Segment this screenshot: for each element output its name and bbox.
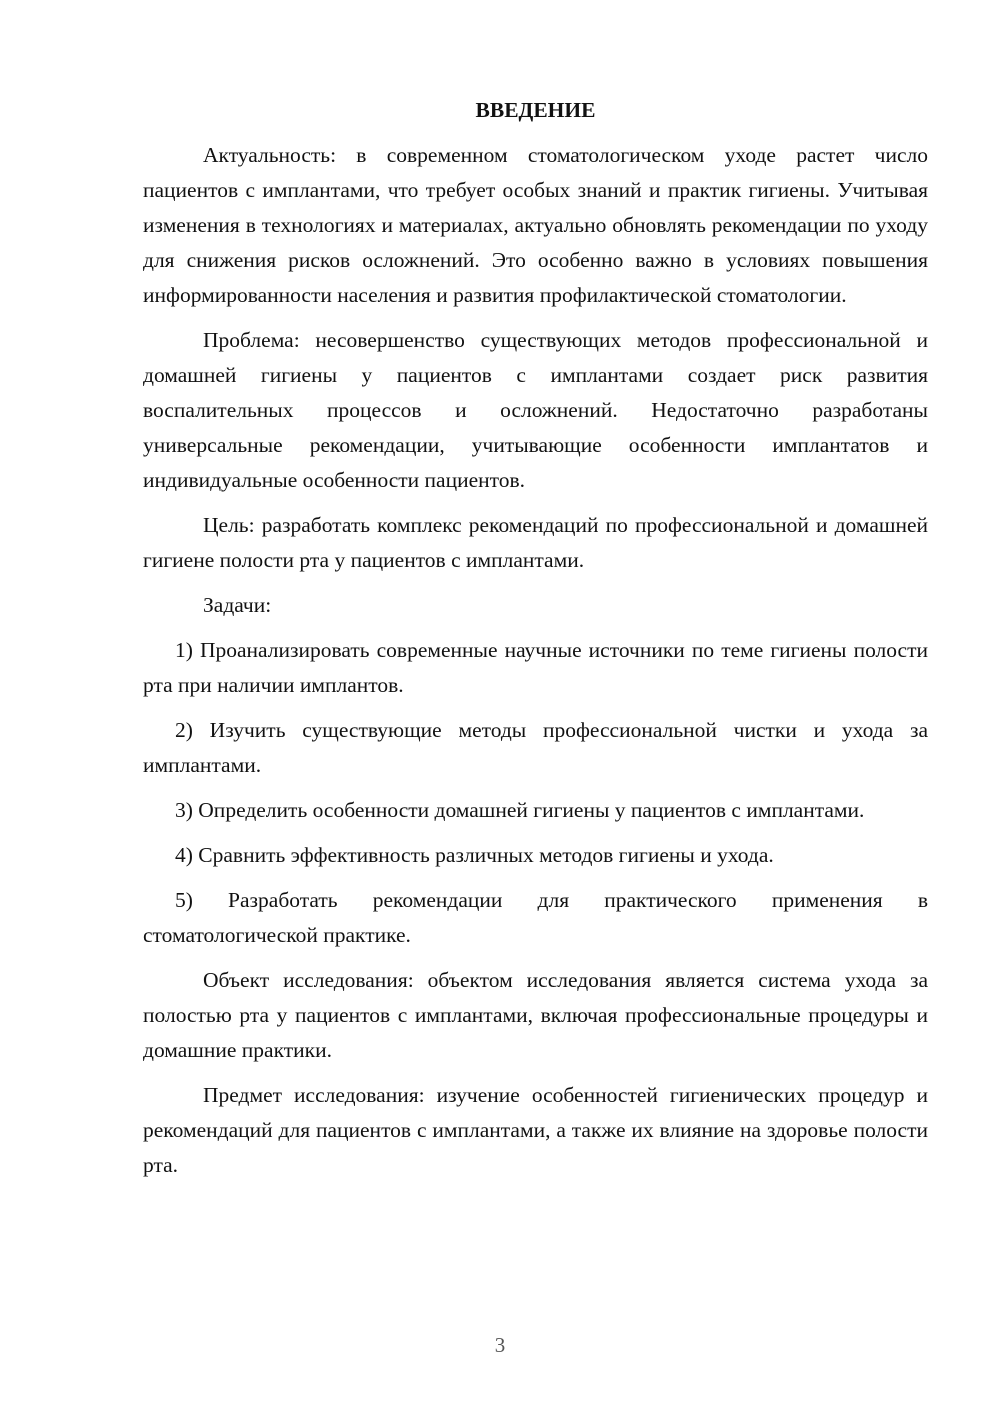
task-item-3: 3) Определить особенности домашней гигиены у пациентов с имплантами. xyxy=(175,798,865,822)
task-item-4: 4) Сравнить эффективность различных методов гигиены и ухода. xyxy=(175,843,774,867)
page-number: 3 xyxy=(494,1333,506,1357)
goal-paragraph: Цель: разработать комплекс рекомендаций по профессиональной и домашней гигиене полости рта у пациентов с имплантами. xyxy=(143,513,928,572)
document-page xyxy=(143,94,928,1183)
tasks-heading: Задачи: xyxy=(203,593,272,617)
object-paragraph: Объект исследования: объектом исследования является система ухода за полостью рта у пациентов с имплантами, включая профессиональные процедуры и домашние практики. xyxy=(143,968,928,1062)
problem-paragraph: Проблема: несовершенство существующих методов профессиональной и домашней гигиены у пациентов с имплантами создает риск развития воспалительных процессов и осложнений. Недостаточно разработаны универсальные рекомендации, учитывающие особенности имплантатов и индивидуальные особенности пациентов. xyxy=(143,328,928,492)
task-item-2: 2) Изучить существующие методы профессиональной чистки и ухода за имплантами. xyxy=(143,718,928,777)
relevance-paragraph: Актуальность: в современном стоматологическом уходе растет число пациентов с имплантами, что требует особых знаний и практик гигиены. Учитывая изменения в технологиях и материалах, актуально обновлять рекомендации по уходу для снижения рисков осложнений. Это особенно важно в условиях повышения информированности населения и развития профилактической стоматологии. xyxy=(143,143,928,307)
subject-paragraph: Предмет исследования: изучение особенностей гигиенических процедур и рекомендаций для пациентов с имплантами, а также их влияние на здоровье полости рта. xyxy=(143,1083,928,1177)
section-title: ВВЕДЕНИЕ xyxy=(475,98,596,122)
task-item-1: 1) Проанализировать современные научные источники по теме гигиены полости рта при наличии имплантов. xyxy=(143,638,928,697)
task-item-5: 5) Разработать рекомендации для практического применения в стоматологической практике. xyxy=(143,888,928,947)
